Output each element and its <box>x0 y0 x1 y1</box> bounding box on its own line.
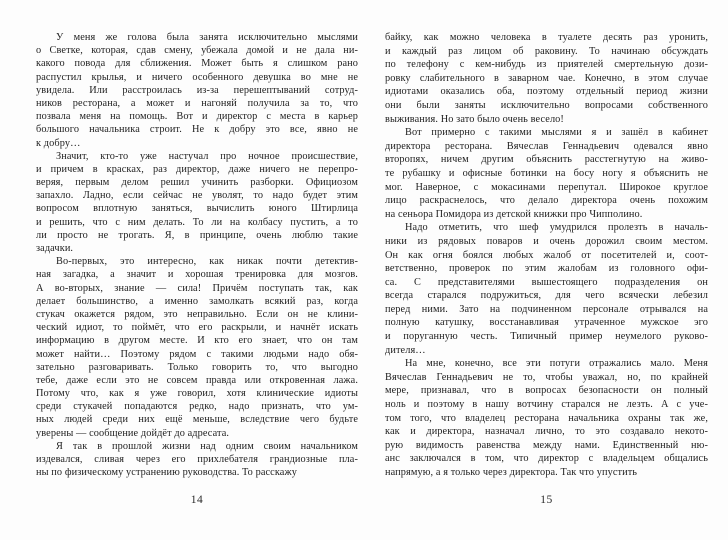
text-line: второпях, ничем другим объяснить расстегнутую на живо- <box>385 154 708 166</box>
text-line: и каждый раз лицом об раковину. То начинаю обсуждать <box>385 45 708 57</box>
text-line: ветственно, проверок по этим жалобам из головного офи- <box>385 263 708 275</box>
text-line: задачки. <box>36 243 74 254</box>
text-line: ны по физическому устранению руководства. То расскажу <box>36 467 297 479</box>
text-line: тебе, даже если это не совсем правда или откровенная лажа. <box>36 374 358 386</box>
text-line: к добру… <box>36 137 81 149</box>
paragraph <box>385 221 708 357</box>
text-line: лицо раскраснелось, что делало директора очень похожим <box>385 195 708 207</box>
text-line: Вячеслав Геннадьевич не то, чтобы уважал, но, по крайней <box>385 371 708 383</box>
text-line: о Светке, которая, сдав смену, убежала домой и не дала ни- <box>36 45 358 57</box>
text-line: среди стукачей попадаются редко, надо признать, что ум- <box>36 401 358 413</box>
text-line: ная загадка, а значит и хорошая тренировка для мозгов. <box>36 269 358 281</box>
text-line: перед ними. Зато на подчиненном персонале отрывался на <box>385 303 708 315</box>
text-line: дителя… <box>385 344 426 356</box>
text-line: по телефону с кем-нибудь из приятелей смертельную дози- <box>385 59 708 71</box>
text-line: Он как огня боялся любых жалоб от посетителей и, соот- <box>385 249 708 261</box>
text-line: байку, как можно человека в туалете десять раз уронить, <box>385 32 708 43</box>
text-line: У меня же голова была занята исключительно мыслями <box>56 32 358 43</box>
text-line: они были заняты исключительно вопросами собственного <box>385 99 708 111</box>
text-line: увидела. Или расстроилась из-за перешептываний сотруд- <box>36 84 358 96</box>
left-page-number: 14 <box>190 494 204 506</box>
text-line: уверены — сообщение дойдёт до адресата. <box>36 427 230 439</box>
right-page-number: 15 <box>540 494 553 506</box>
text-line: анс заключался в том, что директор с владельцем общались <box>385 453 708 465</box>
text-line: делает большинство, а именно замолкать всякий раз, когда <box>36 295 358 307</box>
text-line: Я так в прошлой жизни над одним своим начальником <box>56 440 358 452</box>
text-line: и причем в красках, раз директор, даже ничего не перепро- <box>36 163 358 175</box>
text-line: издевался, сливая через его прихлебателя грандиозные пла- <box>36 454 358 465</box>
text-line: рую видимость равенства между нами. Единственный ню- <box>385 439 708 451</box>
paragraph <box>36 31 358 150</box>
text-line: ных людей среди них ещё меньше, вследствие чего будьте <box>36 414 358 426</box>
text-line: запахло. Ладно, если сейчас не уволят, то надо будет этим <box>36 190 358 202</box>
text-line: На мне, конечно, все эти потуги отражались мало. Меня <box>405 358 708 370</box>
text-line: всегда старался подружиться, для чего всячески лебезил <box>385 290 708 302</box>
text-line: мог. Наверное, с мокасинами перепутал. Широкое круглое <box>385 181 708 193</box>
text-line: ники из рядовых поваров и очень дорожил своим местом. <box>385 235 708 247</box>
text-line: и поруганную честь. Типичный пример неумелого руково- <box>385 331 708 343</box>
left-page-text-block <box>36 31 358 479</box>
text-line: ли просто не трогать. Я, в принципе, очень люблю такие <box>36 229 358 241</box>
text-line: идиотами оказались оба, поэтому отдельный период жизни <box>385 86 708 98</box>
text-line: директора ресторана. Вячеслав Геннадьевич одевался явно <box>385 140 708 152</box>
text-line: как и директора, назначал лично, то это создавало некото- <box>385 426 708 438</box>
text-line: Вот примерно с такими мыслями я и зашёл в кабинет <box>405 127 708 139</box>
text-line: са. С представителями вышестоящего подразделения он <box>385 276 708 288</box>
text-line: и решить, что с ним делать. То ли на колбасу пустить, а то <box>36 216 358 228</box>
text-line: Во-первых, это интересно, как никак почти детектив- <box>56 256 358 268</box>
text-line: те рубашку и офисные ботинки на босу ногу я объяснить не <box>385 167 708 179</box>
paragraph <box>36 150 358 256</box>
paragraph <box>385 31 708 126</box>
text-line: Надо отметить, что шеф умудрился пролезть в началь- <box>405 222 708 234</box>
text-line: на сеньора Помидора из детской книжки про Чипполино. <box>385 208 643 220</box>
text-line: большого начальника строит. Не к добру это все, явно не <box>36 124 358 136</box>
text-line: Потому что, как я уже говорил, хотя клинические идиоты <box>36 388 358 400</box>
text-line: может найти… Поэтому рядом с такими людьми надо обя- <box>36 348 358 360</box>
text-line: веряя, первым делом решил учинить разборки. Официозом <box>36 177 358 189</box>
paragraph <box>36 440 358 480</box>
text-line: выживания. Но зато было очень весело! <box>385 113 564 125</box>
text-line: напрямую, а я только через директора. Так что упустить <box>385 467 638 478</box>
text-line: стукач окажется рядом, это неправильно. Если он не клини- <box>36 308 358 320</box>
text-line: Значит, кто-то уже настучал про ночное происшествие, <box>56 150 358 162</box>
paragraph <box>385 357 708 479</box>
text-line: ников ресторана, а может и нагоняй получила за то, что <box>36 97 358 109</box>
text-line: А во-вторых, знание — сила! Причём поступать так, как <box>36 282 358 294</box>
paragraph <box>36 255 358 440</box>
text-line: мере, признавал, что в вопросах безопасности он полный <box>385 385 708 397</box>
text-line: том того, что владелец ресторана начальника охраны так же, <box>385 412 708 424</box>
text-line: позвала меня на помощь. Вот и директор с места в карьер <box>36 111 358 123</box>
text-line: ческий идиот, то поймёт, что его раскрыли, и начнёт искать <box>36 322 358 334</box>
text-line: зательно разговаривать. Только говорить то, что выгодно <box>36 361 358 373</box>
text-line: распустил крылья, и ничего особенного девушка во мне не <box>36 71 358 83</box>
text-line: ровку слабительного в заварном чае. Конечно, в этом случае <box>385 72 708 84</box>
text-line: полную катушку, восстанавливая утраченное мужское эго <box>385 317 708 329</box>
text-line: информацию в другом месте. И кто его знает, что он там <box>36 335 358 347</box>
paragraph <box>385 126 708 221</box>
text-line: ноль и поэтому в нашу вотчину старался не лезть. А с уче- <box>385 399 708 411</box>
right-page-text-block <box>385 31 708 480</box>
text-line: вопросом вплотную заняться, вычислить юного Штирлица <box>36 203 358 215</box>
text-line: какого повода для сближения. Может быть я слишком рано <box>36 58 358 70</box>
